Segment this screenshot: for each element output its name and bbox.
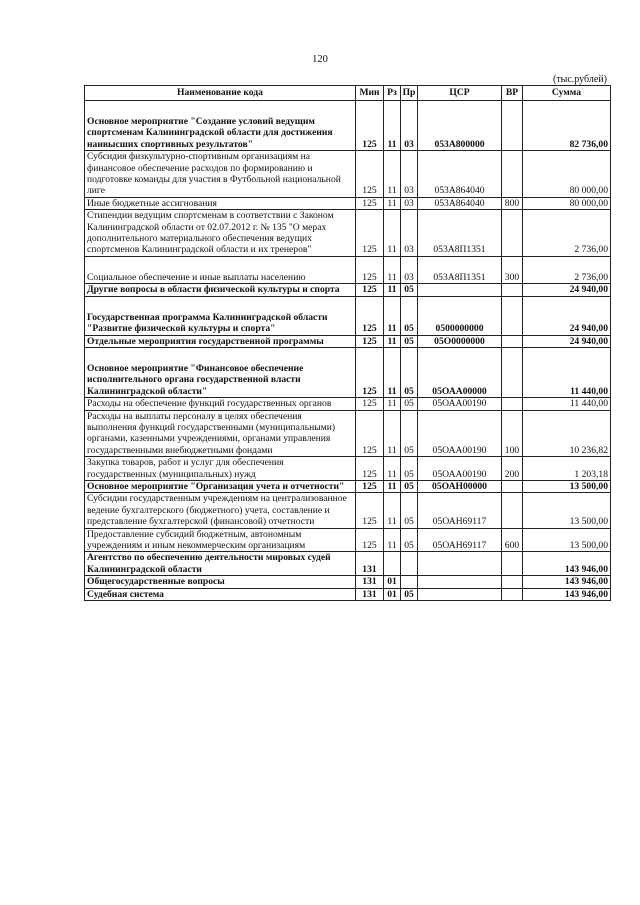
table-row	[85, 588, 611, 600]
cell-sum: 11 440,00	[523, 347, 611, 397]
cell-rz: 11	[384, 256, 401, 283]
cell-name: Социальное обеспечение и иные выплаты населению	[85, 256, 356, 283]
cell-pr: 05	[401, 528, 418, 552]
cell-vr: 300	[502, 256, 523, 283]
cell-min: 125	[356, 457, 384, 481]
cell-csr: 05О0000000	[418, 335, 502, 347]
cell-pr: 05	[401, 410, 418, 457]
cell-sum: 2 736,00	[523, 256, 611, 283]
cell-sum: 13 500,00	[523, 528, 611, 552]
header-sum: Сумма	[523, 86, 611, 101]
cell-pr: 05	[401, 398, 418, 410]
cell-csr: 053А8П1351	[418, 210, 502, 257]
cell-sum: 143 946,00	[523, 588, 611, 600]
cell-min: 125	[356, 398, 384, 410]
cell-pr: 05	[401, 493, 418, 528]
cell-csr	[418, 284, 502, 296]
units-label: (тыс.рублей)	[552, 74, 607, 85]
table-row	[85, 410, 611, 457]
cell-pr: 05	[401, 347, 418, 397]
header-vr: ВР	[502, 86, 523, 101]
cell-sum: 24 940,00	[523, 296, 611, 335]
header-pr: Пр	[401, 86, 418, 101]
cell-vr	[502, 335, 523, 347]
cell-csr: 05ОАН00000	[418, 480, 502, 492]
table-row	[85, 256, 611, 283]
cell-min: 125	[356, 335, 384, 347]
cell-vr	[502, 296, 523, 335]
cell-name: Расходы на выплаты персоналу в целях обеспечения выполнения функций государственными (муниципальными) органами, казенными учреждениями, органами управления государственными внебюджетными фондами	[85, 410, 356, 457]
cell-rz: 11	[384, 284, 401, 296]
cell-sum: 13 500,00	[523, 493, 611, 528]
cell-name: Иные бюджетные ассигнования	[85, 197, 356, 209]
cell-name: Государственная программа Калининградской области "Развитие физической культуры и спорта"	[85, 296, 356, 335]
cell-csr: 05ОАА00190	[418, 410, 502, 457]
cell-vr	[502, 480, 523, 492]
cell-rz: 11	[384, 493, 401, 528]
table-row	[85, 528, 611, 552]
cell-min: 125	[356, 480, 384, 492]
cell-sum: 82 736,00	[523, 101, 611, 151]
cell-pr: 05	[401, 284, 418, 296]
cell-name: Судебная система	[85, 588, 356, 600]
cell-csr	[418, 576, 502, 588]
cell-name: Основное мероприятие "Финансовое обеспечение исполнительного органа государственной власти Калининградской области"	[85, 347, 356, 397]
cell-pr: 05	[401, 296, 418, 335]
table-row	[85, 210, 611, 257]
cell-csr	[418, 588, 502, 600]
cell-vr	[502, 398, 523, 410]
header-name: Наименование кода	[85, 86, 356, 101]
table-row	[85, 284, 611, 296]
cell-vr	[502, 101, 523, 151]
table-row	[85, 457, 611, 481]
cell-vr	[502, 493, 523, 528]
table-row	[85, 576, 611, 588]
cell-csr: 053А800000	[418, 101, 502, 151]
cell-vr	[502, 347, 523, 397]
table-row	[85, 151, 611, 198]
cell-name: Предоставление субсидий бюджетным, автономным учреждениям и иным некоммерческим организациям	[85, 528, 356, 552]
cell-name: Основное мероприятие "Организация учета и отчетности"	[85, 480, 356, 492]
cell-vr: 100	[502, 410, 523, 457]
cell-rz: 11	[384, 197, 401, 209]
cell-min: 125	[356, 410, 384, 457]
cell-sum: 1 203,18	[523, 457, 611, 481]
cell-min: 125	[356, 347, 384, 397]
cell-pr: 03	[401, 151, 418, 198]
table-row	[85, 335, 611, 347]
cell-name: Основное мероприятие "Создание условий ведущим спортсменам Калининградской области для достижения наивысших спортивных результатов"	[85, 101, 356, 151]
cell-sum: 10 236,82	[523, 410, 611, 457]
table-row	[85, 197, 611, 209]
cell-min: 131	[356, 552, 384, 576]
cell-csr: 05ОАА00000	[418, 347, 502, 397]
cell-csr: 05ОАН69117	[418, 528, 502, 552]
table-row	[85, 347, 611, 397]
cell-name: Расходы на обеспечение функций государственных органов	[85, 398, 356, 410]
cell-rz: 11	[384, 398, 401, 410]
cell-min: 125	[356, 296, 384, 335]
cell-csr: 053А864040	[418, 151, 502, 198]
cell-pr: 05	[401, 480, 418, 492]
cell-min: 125	[356, 528, 384, 552]
cell-min: 125	[356, 284, 384, 296]
cell-vr: 800	[502, 197, 523, 209]
cell-rz: 11	[384, 480, 401, 492]
cell-pr: 03	[401, 256, 418, 283]
cell-min: 125	[356, 210, 384, 257]
cell-min: 125	[356, 101, 384, 151]
cell-rz: 01	[384, 588, 401, 600]
cell-vr	[502, 588, 523, 600]
cell-csr: 05ОАН69117	[418, 493, 502, 528]
header-min: Мин	[356, 86, 384, 101]
table-row	[85, 398, 611, 410]
cell-sum: 13 500,00	[523, 480, 611, 492]
cell-min: 131	[356, 588, 384, 600]
cell-csr: 053А864040	[418, 197, 502, 209]
cell-vr	[502, 151, 523, 198]
table-header	[85, 86, 611, 101]
cell-min: 125	[356, 197, 384, 209]
cell-sum: 11 440,00	[523, 398, 611, 410]
cell-csr: 05ОАА00190	[418, 398, 502, 410]
cell-min: 125	[356, 151, 384, 198]
cell-sum: 24 940,00	[523, 284, 611, 296]
cell-min: 125	[356, 256, 384, 283]
cell-min: 125	[356, 493, 384, 528]
cell-sum: 143 946,00	[523, 552, 611, 576]
table-row	[85, 480, 611, 492]
cell-rz: 11	[384, 101, 401, 151]
cell-name: Субсидии государственным учреждениям на централизованное ведение бухгалтерского (бюджетного) учета, составление и представление бухгалтерской (финансовой) отчетности	[85, 493, 356, 528]
cell-name: Общегосударственные вопросы	[85, 576, 356, 588]
cell-pr: 03	[401, 197, 418, 209]
cell-vr	[502, 552, 523, 576]
table-row	[85, 296, 611, 335]
header-csr: ЦСР	[418, 86, 502, 101]
table-row	[85, 493, 611, 528]
page-number: 120	[312, 54, 328, 65]
cell-pr	[401, 576, 418, 588]
cell-sum: 80 000,00	[523, 151, 611, 198]
cell-name: Отдельные мероприятия государственной программы	[85, 335, 356, 347]
header-rz: Рз	[384, 86, 401, 101]
cell-sum: 80 000,00	[523, 197, 611, 209]
table-row	[85, 552, 611, 576]
cell-csr: 053А8П1351	[418, 256, 502, 283]
cell-rz: 11	[384, 151, 401, 198]
cell-vr	[502, 210, 523, 257]
budget-table	[84, 85, 611, 601]
cell-sum: 2 736,00	[523, 210, 611, 257]
cell-vr: 200	[502, 457, 523, 481]
cell-csr	[418, 552, 502, 576]
cell-name: Закупка товаров, работ и услуг для обеспечения государственных (муниципальных) нужд	[85, 457, 356, 481]
cell-rz: 11	[384, 210, 401, 257]
cell-rz: 11	[384, 457, 401, 481]
cell-pr: 03	[401, 210, 418, 257]
cell-csr: 05ОАА00190	[418, 457, 502, 481]
cell-sum: 24 940,00	[523, 335, 611, 347]
cell-rz: 11	[384, 335, 401, 347]
cell-rz: 11	[384, 528, 401, 552]
cell-name: Агентство по обеспечению деятельности мировых судей Калининградской области	[85, 552, 356, 576]
cell-pr: 05	[401, 588, 418, 600]
cell-pr: 03	[401, 101, 418, 151]
cell-name: Стипендии ведущим спортсменам в соответствии с Законом Калининградской области от 02.07.2012 г. № 135 "О мерах дополнительного материального обеспечения ведущих спортсменов Калининградской области и их тренеров"	[85, 210, 356, 257]
cell-rz: 11	[384, 410, 401, 457]
cell-vr	[502, 284, 523, 296]
cell-name: Субсидия физкультурно-спортивным организациям на финансовое обеспечение расходов по формированию и подготовке команды для участия в Футбольной национальной лиге	[85, 151, 356, 198]
cell-rz: 01	[384, 576, 401, 588]
cell-vr: 600	[502, 528, 523, 552]
cell-pr	[401, 552, 418, 576]
cell-rz: 11	[384, 347, 401, 397]
table-row	[85, 101, 611, 151]
cell-rz	[384, 552, 401, 576]
cell-rz: 11	[384, 296, 401, 335]
cell-csr: 0500000000	[418, 296, 502, 335]
cell-pr: 05	[401, 335, 418, 347]
cell-min: 131	[356, 576, 384, 588]
cell-pr: 05	[401, 457, 418, 481]
cell-name: Другие вопросы в области физической культуры и спорта	[85, 284, 356, 296]
table-body	[85, 101, 611, 601]
cell-sum: 143 946,00	[523, 576, 611, 588]
cell-vr	[502, 576, 523, 588]
